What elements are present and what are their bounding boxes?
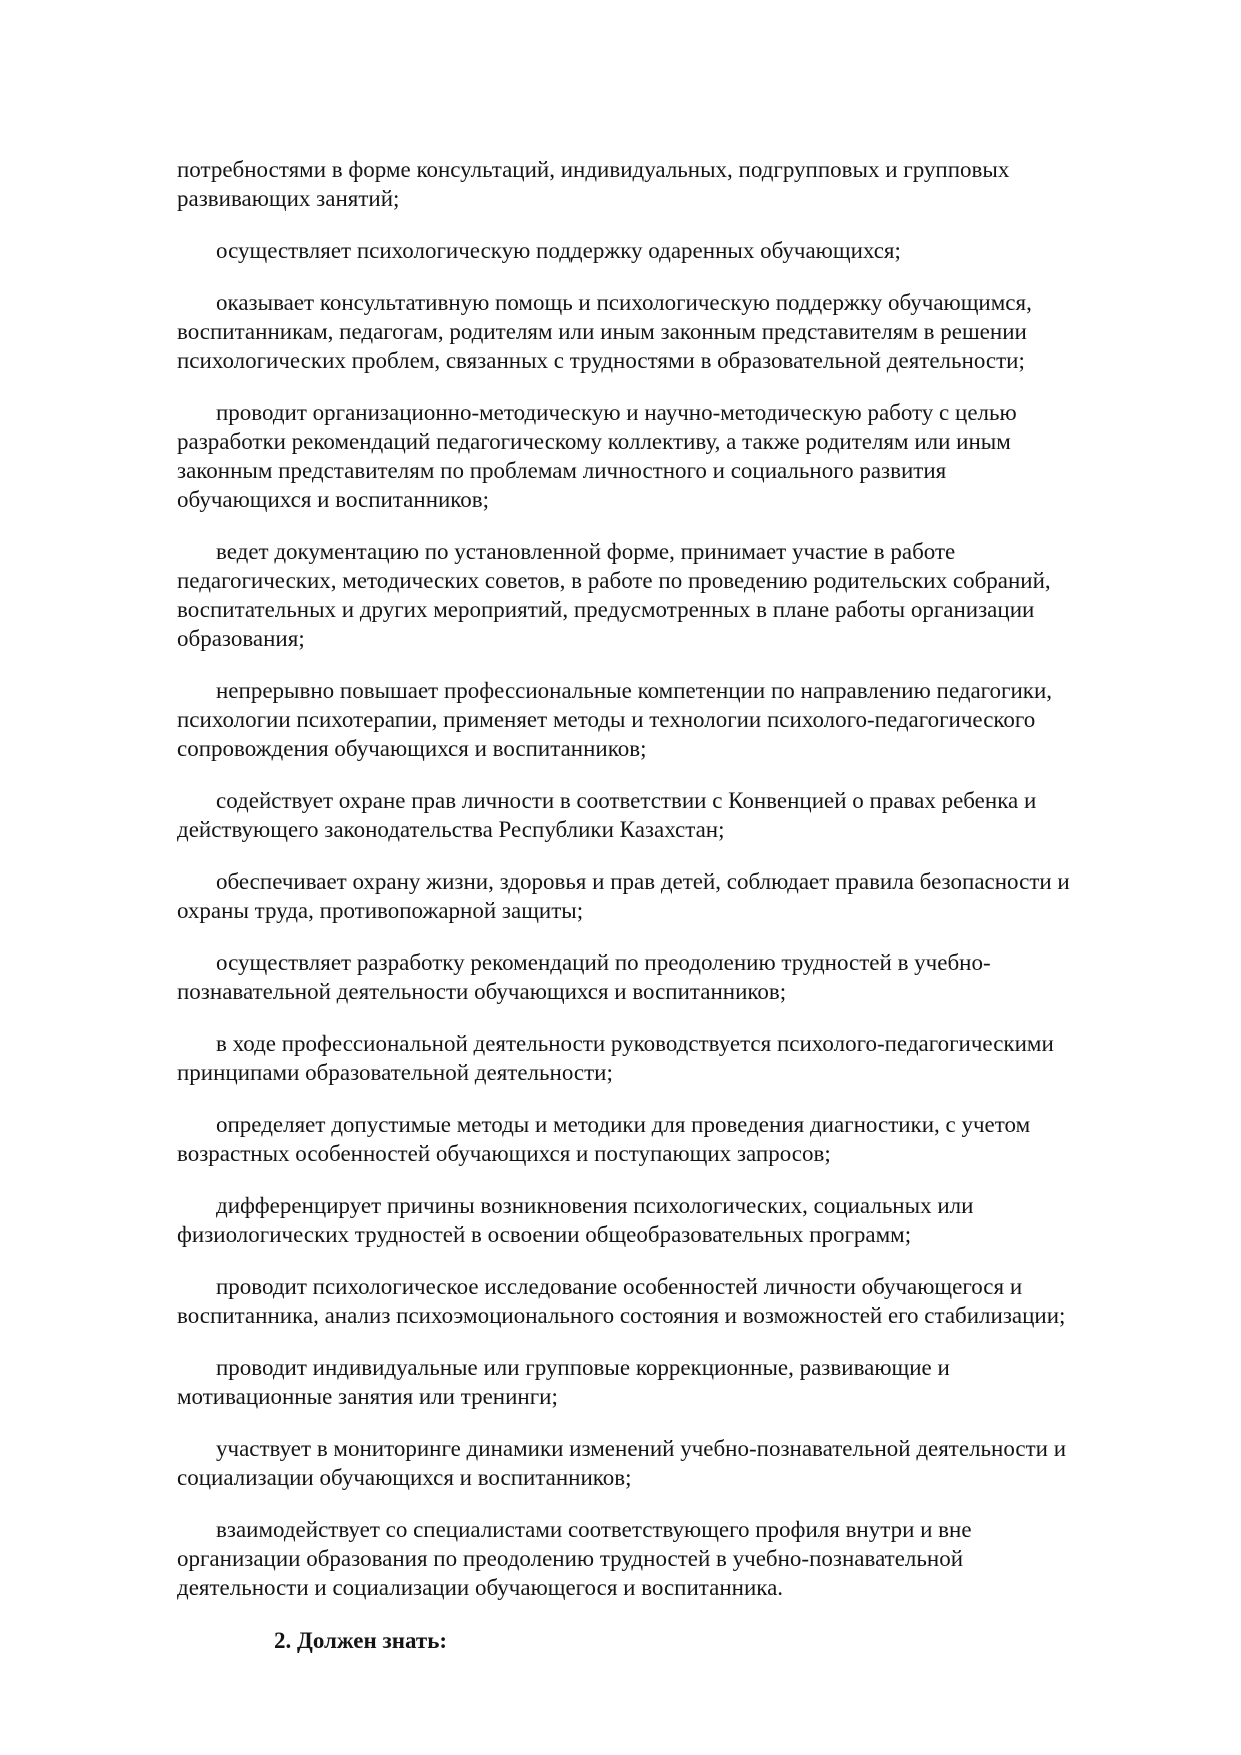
paragraph-line: охраны труда, противопожарной защиты; — [177, 898, 584, 923]
paragraph-line: социализации обучающихся и воспитанников; — [177, 1465, 632, 1490]
paragraph-line: потребностями в форме консультаций, индивидуальных, подгрупповых и групповых — [177, 157, 1010, 182]
paragraph-line: непрерывно повышает профессиональные компетенции по направлению педагогики, — [216, 678, 1053, 703]
paragraph — [177, 1191, 1162, 1249]
paragraph — [177, 398, 1162, 514]
paragraph-line: воспитанникам, педагогам, родителям или иным законным представителям в решении — [177, 319, 1027, 344]
paragraph-line: проводит психологическое исследование особенностей личности обучающегося и — [216, 1274, 1023, 1299]
paragraph-line: содействует охране прав личности в соответствии с Конвенцией о правах ребенка и — [216, 788, 1037, 813]
paragraph-line: осуществляет психологическую поддержку одаренных обучающихся; — [216, 238, 901, 263]
paragraph-line: обеспечивает охрану жизни, здоровья и прав детей, соблюдает правила безопасности и — [216, 869, 1070, 894]
paragraph-line: в ходе профессиональной деятельности руководствуется психолого-педагогическими — [216, 1031, 1054, 1056]
paragraph-line: разработки рекомендаций педагогическому коллективу, а также родителям или иным — [177, 429, 1011, 454]
paragraph-line: проводит индивидуальные или групповые коррекционные, развивающие и — [216, 1355, 950, 1380]
paragraph-line: осуществляет разработку рекомендаций по преодолению трудностей в учебно- — [216, 950, 991, 975]
paragraph-line: организации образования по преодолению трудностей в учебно-познавательной — [177, 1546, 964, 1571]
paragraph-line: воспитанника, анализ психоэмоционального состояния и возможностей его стабилизации; — [177, 1303, 1066, 1328]
paragraph-list — [177, 155, 1162, 1602]
paragraph — [177, 288, 1162, 375]
paragraph — [177, 155, 1162, 213]
paragraph — [177, 537, 1162, 653]
paragraph — [177, 1272, 1162, 1330]
paragraph-line: возрастных особенностей обучающихся и поступающих запросов; — [177, 1141, 831, 1166]
paragraph-line: оказывает консультативную помощь и психологическую поддержку обучающимся, — [216, 290, 1032, 315]
paragraph-line: педагогических, методических советов, в работе по проведению родительских собраний, — [177, 568, 1051, 593]
paragraph — [177, 676, 1162, 763]
paragraph-line: ведет документацию по установленной форме, принимает участие в работе — [216, 539, 956, 564]
paragraph — [177, 786, 1162, 844]
paragraph — [177, 1029, 1162, 1087]
paragraph-line: сопровождения обучающихся и воспитанников; — [177, 736, 647, 761]
section-heading: 2. Должен знать: — [274, 1628, 448, 1653]
paragraph-line: психологии психотерапии, применяет методы и технологии психолого-педагогического — [177, 707, 1036, 732]
paragraph — [177, 236, 1162, 265]
paragraph-line: определяет допустимые методы и методики для проведения диагностики, с учетом — [216, 1112, 1031, 1137]
paragraph-line: дифференцирует причины возникновения психологических, социальных или — [216, 1193, 974, 1218]
paragraph-line: психологических проблем, связанных с трудностями в образовательной деятельности; — [177, 348, 1025, 373]
document-body — [177, 155, 1162, 1655]
paragraph — [177, 867, 1162, 925]
paragraph — [177, 1434, 1162, 1492]
paragraph-line: мотивационные занятия или тренинги; — [177, 1384, 558, 1409]
paragraph-line: образования; — [177, 626, 305, 651]
paragraph-line: познавательной деятельности обучающихся и воспитанников; — [177, 979, 787, 1004]
paragraph-line: действующего законодательства Республики Казахстан; — [177, 817, 725, 842]
paragraph-line: проводит организационно-методическую и научно-методическую работу с целью — [216, 400, 1017, 425]
paragraph — [177, 1353, 1162, 1411]
paragraph — [177, 948, 1162, 1006]
paragraph-line: деятельности и социализации обучающегося и воспитанника. — [177, 1575, 784, 1600]
paragraph-line: физиологических трудностей в освоении общеобразовательных программ; — [177, 1222, 912, 1247]
paragraph-line: обучающихся и воспитанников; — [177, 487, 490, 512]
paragraph — [177, 1515, 1162, 1602]
paragraph-line: взаимодействует со специалистами соответствующего профиля внутри и вне — [216, 1517, 972, 1542]
paragraph-line: законным представителям по проблемам личностного и социального развития — [177, 458, 947, 483]
paragraph-line: воспитательных и других мероприятий, предусмотренных в плане работы организации — [177, 597, 1035, 622]
paragraph-line: принципами образовательной деятельности; — [177, 1060, 613, 1085]
paragraph-line: участвует в мониторинге динамики изменений учебно-познавательной деятельности и — [216, 1436, 1067, 1461]
paragraph-line: развивающих занятий; — [177, 186, 400, 211]
paragraph — [177, 1110, 1162, 1168]
